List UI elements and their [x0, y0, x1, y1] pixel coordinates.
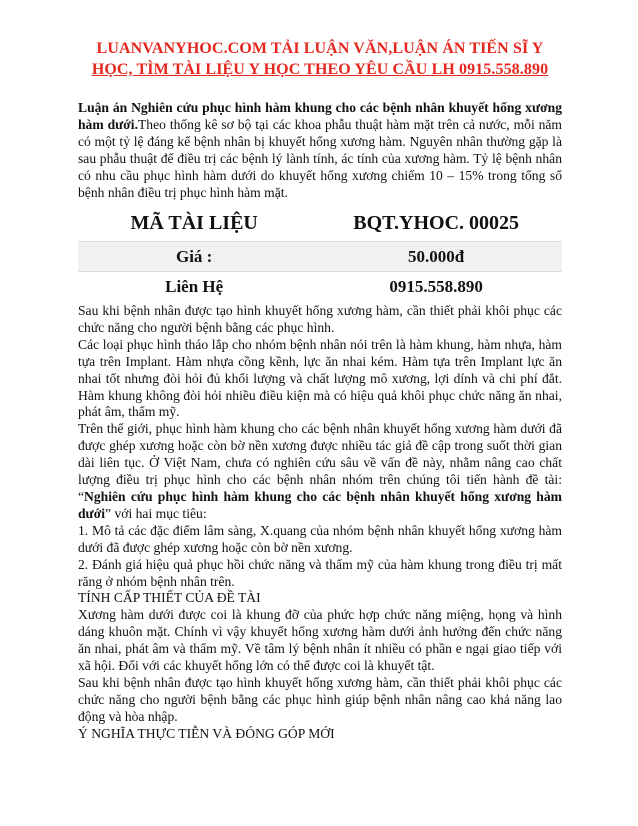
paragraph: Sau khi bệnh nhân được tạo hình khuyết hổng xương hàm, cần thiết phải khôi phục các chức năng cho người bệnh bằng các phục hình. [78, 303, 562, 335]
code-label: MÃ TÀI LIỆU [130, 211, 258, 234]
document-info-table [78, 205, 562, 302]
paragraph-text: Trên thế giới, phục hình hàm khung cho các bệnh nhân khuyết hổng xương hàm dưới đã được ghép xương hoặc còn bờ nền xương được nhiều tác giả đề cập trong suốt thời gian dài liên tục. Ở Việt Nam, chưa có nghiên cứu sâu về vấn đề này, nhằm nâng cao chất lượng điều trị phục hình cho các bệnh nhân nhóm trên chúng tôi tiến hành đề tài: “ [78, 421, 562, 504]
paragraph: Các loại phục hình tháo lắp cho nhóm bệnh nhân nói trên là hàm khung, hàm nhựa, hàm tựa trên Implant. Hàm nhựa cồng kềnh, lực ăn nhai kém. Hàm tựa trên Implant lực ăn nhai tốt nhưng đòi hỏi đủ khối lượng và chất lượng mô xương, lợi dính và chi phí đắt. Hàm khung không đòi hỏi nhiều điều kiện mà có hiệu quả khôi phục chức năng ăn nhai, phát âm, thẩm mỹ. [78, 336, 562, 420]
paragraph: Sau khi bệnh nhân được tạo hình khuyết hổng xương hàm, cần thiết phải khôi phục các chức năng cho người bệnh bằng các phục hình giúp bệnh nhân nâng cao khả năng lao động và hòa nhập. [78, 674, 562, 724]
intro-paragraph [78, 99, 562, 201]
thesis-title: Luận án Nghiên cứu phục hình hàm khung cho các bệnh nhân khuyết hổng xương hàm dưới. [78, 100, 562, 132]
section-heading: TÍNH CẤP THIẾT CỦA ĐỀ TÀI [78, 590, 261, 606]
banner-line-2: HỌC, TÌM TÀI LIỆU Y HỌC THEO YÊU CẦU LH 0915.558.890 [91, 61, 549, 78]
research-topic: Nghiên cứu phục hình hàm khung cho các bệnh nhân khuyết hổng xương hàm dưới [78, 488, 562, 521]
body-text [78, 303, 562, 743]
price-label: Giá : [78, 242, 310, 272]
paragraph [78, 421, 562, 522]
objective-item: 2. Đánh giá hiệu quả phục hồi chức năng và thẩm mỹ của hàm khung trong điều trị mất răng ở nhóm bệnh nhân trên. [78, 556, 562, 589]
contact-label: Liên Hệ [165, 277, 224, 296]
document-page [78, 38, 562, 743]
intro-text: Theo thống kê sơ bộ tại các khoa phẫu thuật hàm mặt trên cả nước, mỗi năm có một tỷ lệ đáng kể bệnh nhân bị khuyết hổng xương hàm. Nguyên nhân thường gặp là sau phẫu thuật để điều trị các bệnh lý lành tính, ác tính của xương hàm. Tỷ lệ bệnh nhân có nhu cầu phục hình hàm dưới do khuyết hổng xương chiếm 10 – 15% trong tổng số bệnh nhân điều trị phục hình hàm mặt. [78, 117, 563, 200]
info-row-code [78, 205, 562, 242]
objective-item: 1. Mô tả các đặc điểm lâm sàng, X.quang của nhóm bệnh nhân khuyết hổng xương hàm dưới đã được ghép xương hoặc còn bờ nền xương. [78, 522, 562, 555]
price-value: 50.000đ [310, 242, 562, 272]
paragraph: Xương hàm dưới được coi là khung đỡ của phức hợp chức năng miệng, họng và hình dáng khuôn mặt. Chính vì vậy khuyết hổng xương hàm dưới ảnh hưởng đến chức năng ăn nhai, phát âm và thẩm mỹ. Về tâm lý bệnh nhân ít nhiều có phần e ngại giao tiếp với xã hội. Đối với các khuyết hổng lớn có thể được coi là khuyết tật. [78, 607, 562, 674]
section-heading: Ý NGHĨA THỰC TIỄN VÀ ĐÓNG GÓP MỚI [78, 725, 335, 741]
info-row-price [78, 242, 562, 272]
contact-value: 0915.558.890 [389, 277, 483, 296]
banner-line-1: LUANVANYHOC.COM TẢI LUẬN VĂN,LUẬN ÁN TIẾN SĨ Y [96, 40, 544, 57]
code-value: BQT.YHOC. 00025 [353, 211, 520, 234]
paragraph-text: ” với hai mục tiêu: [105, 505, 207, 521]
info-row-contact [78, 272, 562, 303]
header-banner [78, 38, 562, 80]
